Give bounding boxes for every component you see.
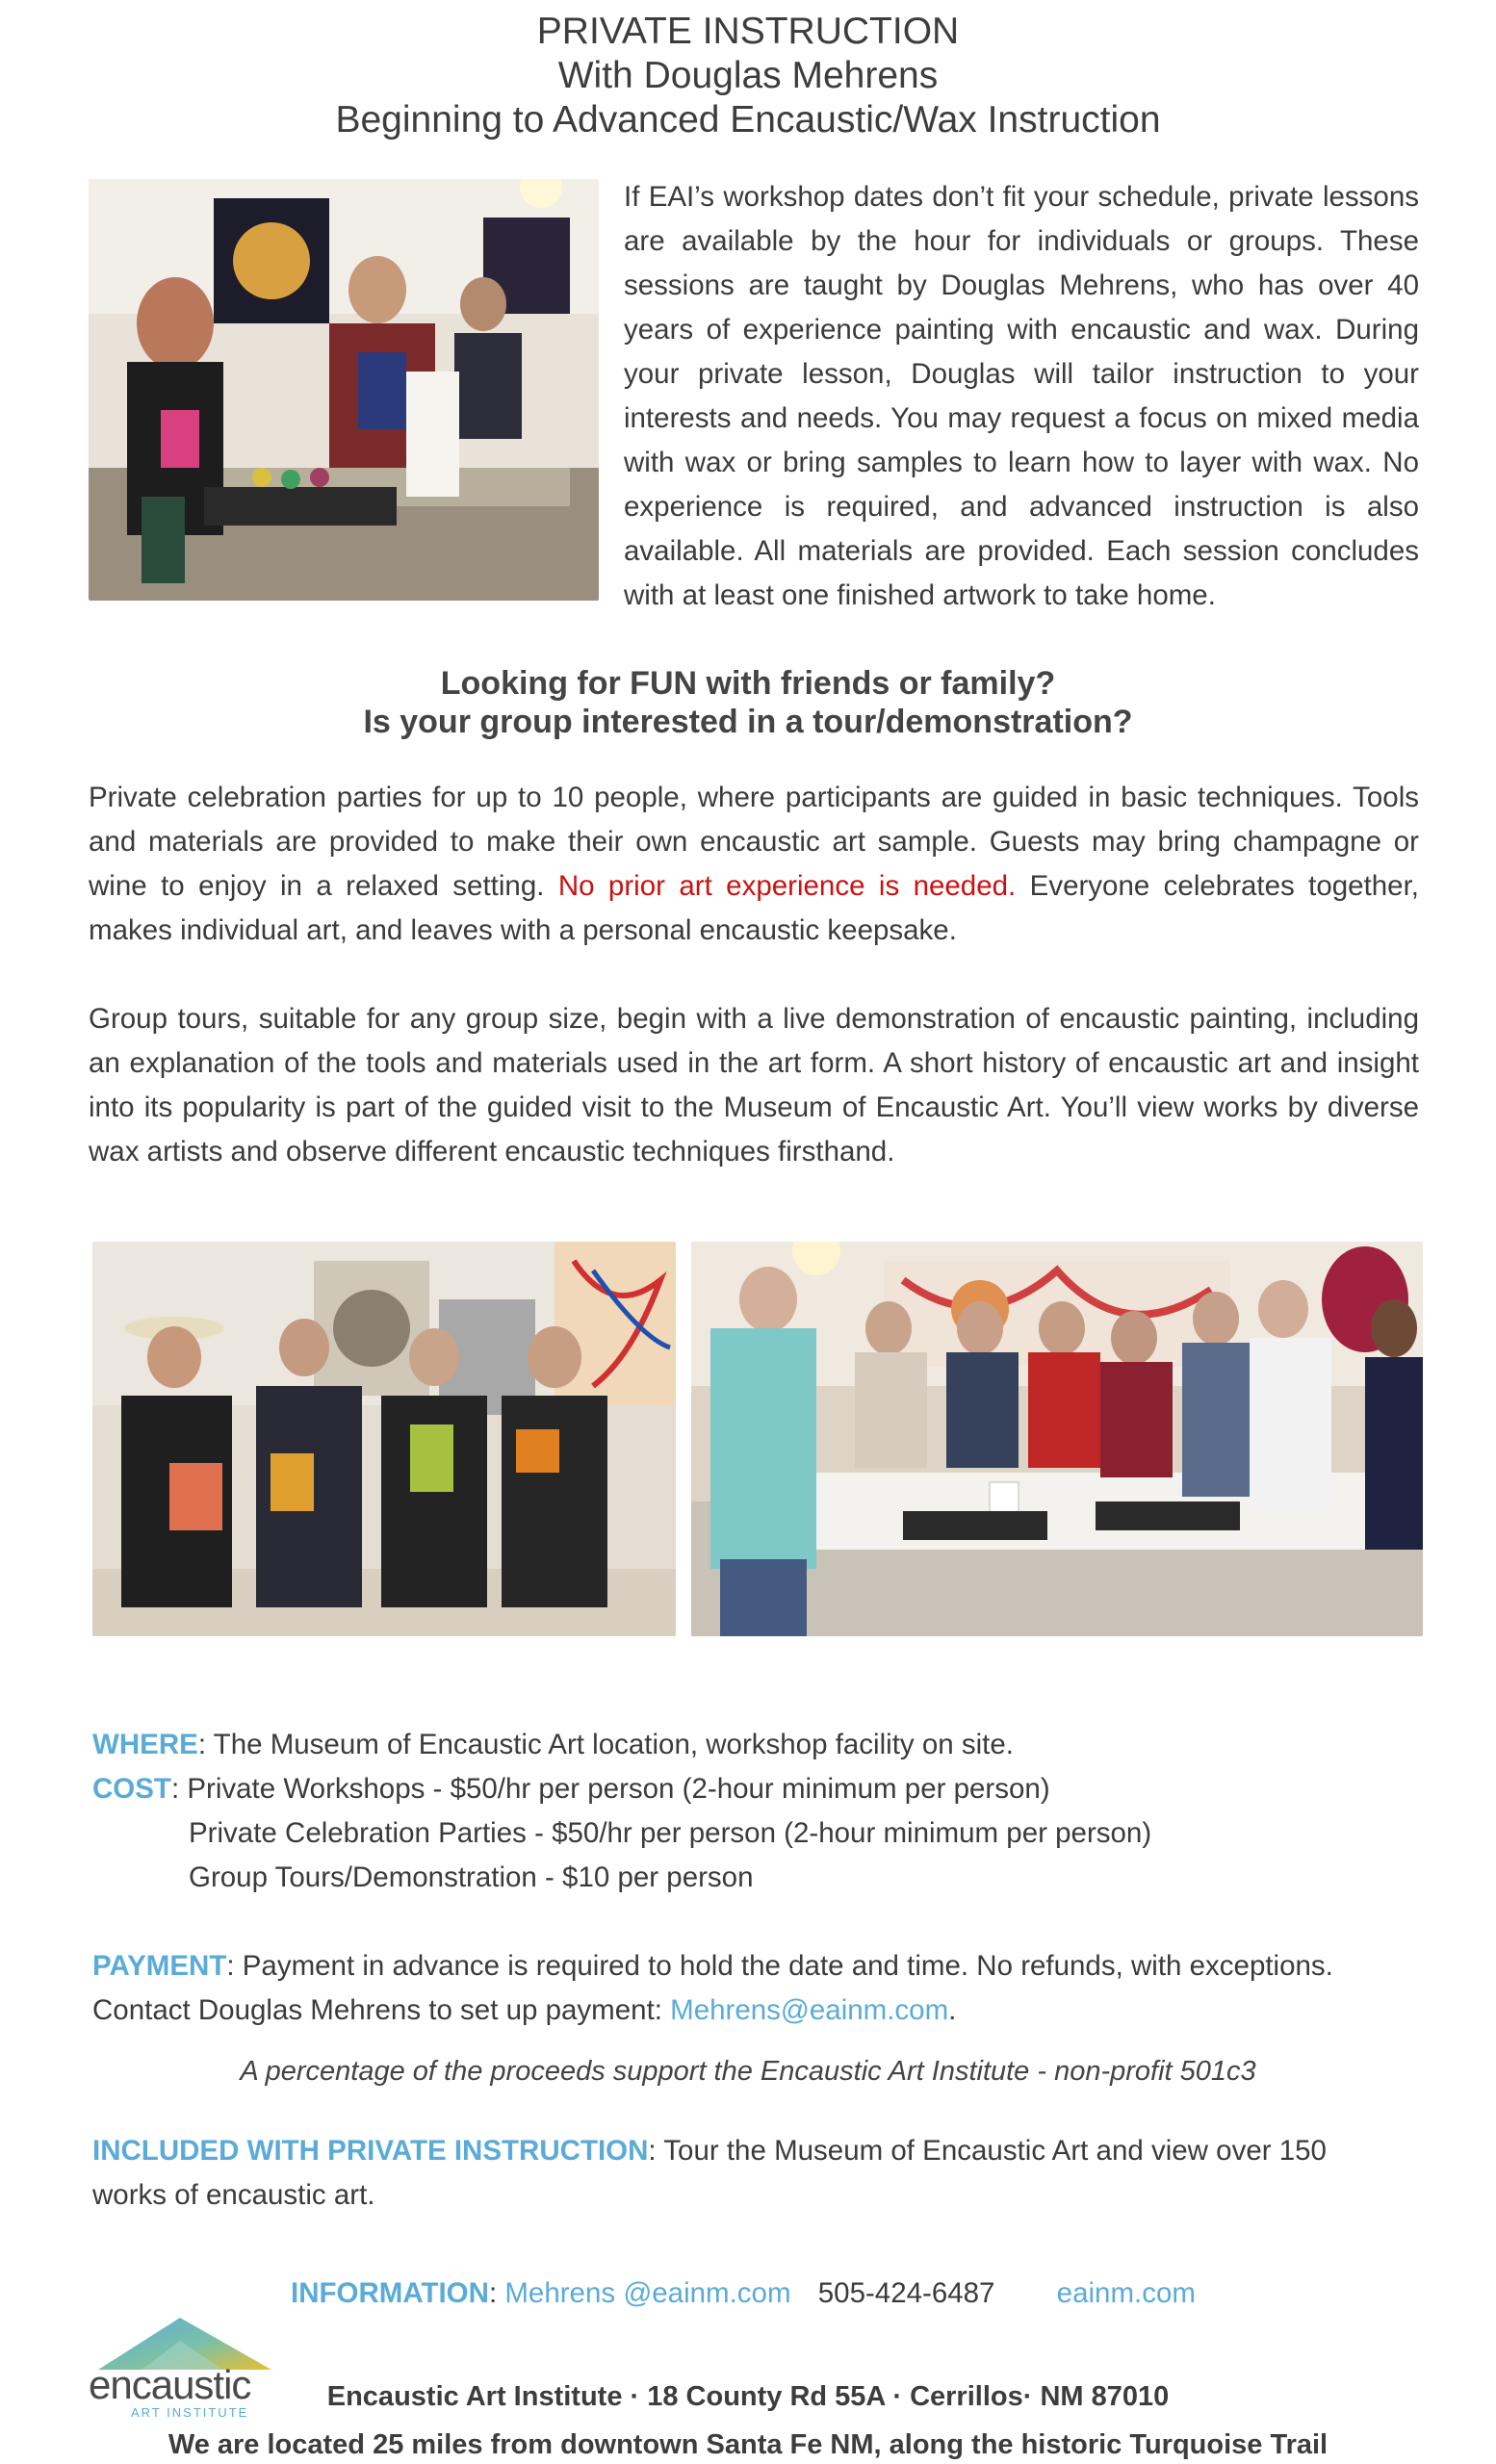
footer-location-note: We are located 25 miles from downtown Santa Fe NM, along the historic Turquoise Trail (168, 2429, 1328, 2460)
proceeds-note: A percentage of the proceeds support the Encaustic Art Institute - non-profit 501c3 (240, 2056, 1256, 2087)
group-tour-photo (691, 1242, 1423, 1636)
party-text-end: Everyone celebrates together, makes individual art, and leaves with a personal encaustic keepsake. (89, 870, 1419, 946)
no-experience-highlight: No prior art experience is needed. (557, 870, 1017, 902)
information-phone: 505-424-6487 (817, 2277, 995, 2309)
intro-paragraph: If EAI’s workshop dates don’t fit your schedule, private lessons are available by the hour for individuals or groups. These sessions are taught by Douglas Mehrens, who has over 40 years of experience painting with encaustic and wax. During your private lesson, Douglas will tailor instruction to your interests and needs. You may request a focus on mixed media with wax or bring samples to learn how to layer with wax. No experience is required, and advanced instruction is also available. All materials are provided. Each session concludes with at least one finished artwork to take home. (624, 181, 1419, 611)
included-label: INCLUDED WITH PRIVATE INSTRUCTION (92, 2135, 649, 2167)
payment-email-link[interactable]: Mehrens@eainm.com (670, 1994, 949, 2026)
tours-paragraph: Group tours, suitable for any group size, begin with a live demonstration of encaustic painting, including an explanation of the tools and materials used in the art form. A short history of encaustic art and insight into its popularity is part of the guided visit to the Museum of Encaustic Art. You’ll view works by diverse wax artists and observe different encaustic techniques firsthand. (89, 1003, 1419, 1168)
studio-workshop-photo (89, 179, 599, 601)
payment-period: . (948, 1994, 957, 2026)
information-email-link[interactable]: Mehrens @eainm.com (504, 2277, 791, 2309)
payment-contact-text: Contact Douglas Mehrens to set up payment: (92, 1994, 671, 2026)
information-website-link[interactable]: eainm.com (1056, 2277, 1196, 2309)
information-label: INFORMATION (291, 2277, 489, 2309)
party-group-photo (92, 1242, 676, 1636)
logo-word: encaustic (89, 2362, 251, 2407)
cost-item-workshops: : Private Workshops - $50/hr per person (2-hour minimum per person) (170, 1773, 1050, 1805)
included-line (92, 2129, 1327, 2173)
information-line (291, 2272, 1196, 2316)
information-colon: : (488, 2277, 498, 2309)
cost-line (92, 1767, 1050, 1811)
cost-item-tours: Group Tours/Demonstration - $10 per person (189, 1861, 754, 1893)
tour-heading: Is your group interested in a tour/demonstration? (363, 704, 1133, 740)
footer-address: Encaustic Art Institute · 18 County Rd 55A · Cerrillos· NM 87010 (326, 2381, 1170, 2412)
where-text: : The Museum of Encaustic Art location, workshop facility on site. (197, 1729, 1014, 1760)
payment-text: : Payment in advance is required to hold the date and time. No refunds, with exceptions. (226, 1950, 1333, 1982)
fun-heading: Looking for FUN with friends or family? (440, 665, 1056, 702)
party-paragraph (89, 776, 1419, 953)
page-subtitle: With Douglas Mehrens (557, 55, 939, 96)
where-label: WHERE (92, 1729, 198, 1760)
page-title: PRIVATE INSTRUCTION (536, 11, 960, 52)
logo-subtitle: ART INSTITUTE (131, 2405, 249, 2420)
cost-label: COST (92, 1773, 171, 1805)
party-text: Private celebration parties for up to 10 people, where participants are guided in basic techniques. Tools and materials are provided to make their own encaustic art sample. Guests may bring champagne or wine to enjoy in a relaxed setting. (89, 782, 1419, 902)
payment-contact-line (92, 1989, 956, 2033)
cost-item-parties: Private Celebration Parties - $50/hr per person (2-hour minimum per person) (189, 1817, 1152, 1849)
included-text: : Tour the Museum of Encaustic Art and view over 150 (648, 2135, 1327, 2167)
payment-line (92, 1944, 1333, 1989)
where-line (92, 1723, 1014, 1767)
page-tagline: Beginning to Advanced Encaustic/Wax Instruction (335, 99, 1161, 141)
payment-label: PAYMENT (92, 1950, 227, 1982)
included-line-2: works of encaustic art. (92, 2179, 375, 2211)
